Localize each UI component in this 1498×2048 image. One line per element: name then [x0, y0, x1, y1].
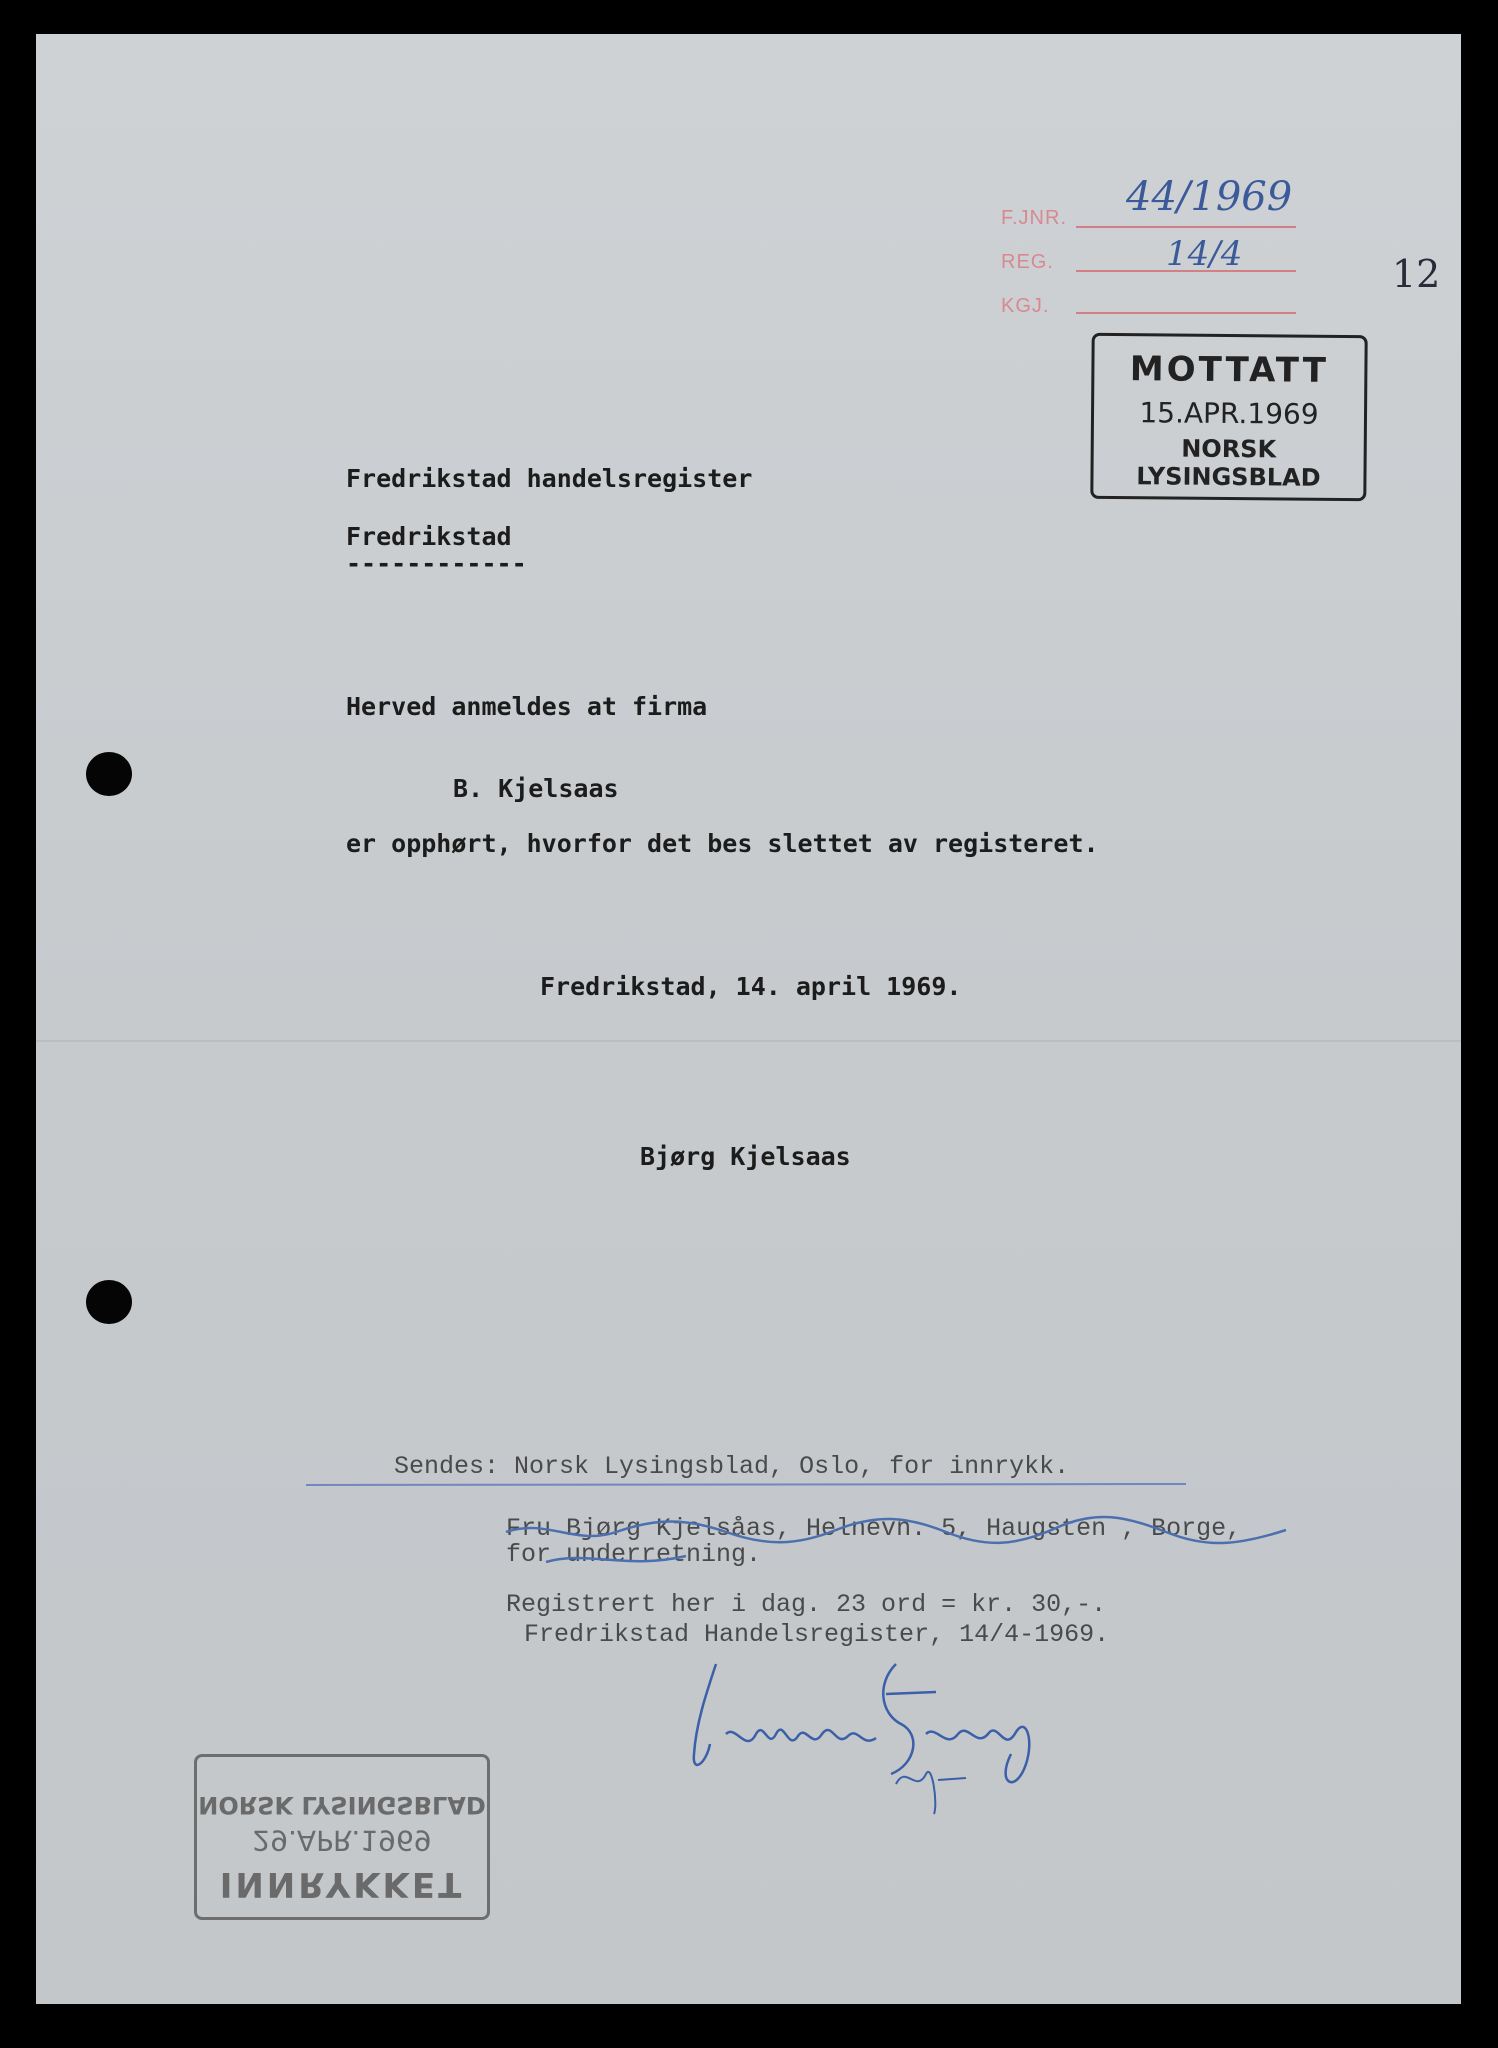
- reg-value: 14/4: [1166, 234, 1243, 274]
- kgj-line: [1076, 312, 1296, 314]
- kgj-label: KGJ.: [1001, 295, 1050, 317]
- copy-to-line-1: Fru Bjørg Kjelsåas, Helnevn. 5, Haugsten , Borge,: [506, 1514, 1242, 1543]
- punch-hole-top: [86, 752, 132, 796]
- printed-stamp-title: INNRYKKET: [219, 1864, 465, 1904]
- strikethrough-scribble: [506, 1510, 1326, 1570]
- copy-to-line-2: for underretning.: [506, 1540, 762, 1569]
- intro-line: Herved anmeldes at firma: [346, 692, 708, 721]
- registered-line-1: Registrert her i dag. 23 ord = kr. 30,-.: [506, 1590, 1107, 1619]
- document-page: [36, 34, 1461, 2004]
- handwritten-signature: [676, 1654, 1076, 1824]
- fjnr-label: F.JNR.: [1001, 207, 1067, 229]
- received-stamp: [1090, 333, 1367, 501]
- punch-hole-bottom: [86, 1280, 132, 1324]
- recipient-line-1: Fredrikstad handelsregister: [346, 464, 753, 493]
- sendes-underline: [306, 1482, 1206, 1488]
- body-line: er opphørt, hvorfor det bes slettet av registeret.: [346, 829, 1099, 858]
- registered-line-2: Fredrikstad Handelsregister, 14/4-1969.: [524, 1620, 1110, 1649]
- received-stamp-title: MOTTATT: [1129, 349, 1330, 391]
- printed-stamp-org: NORSK LYSINGSBLAD: [198, 1790, 486, 1819]
- fjnr-value: 44/1969: [1126, 174, 1293, 220]
- page-fold: [36, 1040, 1461, 1042]
- recipient-underline: ------------: [346, 549, 527, 578]
- place-date: Fredrikstad, 14. april 1969.: [540, 972, 962, 1001]
- fjnr-line: [1076, 226, 1296, 228]
- recipient-line-2: Fredrikstad: [346, 522, 512, 551]
- received-stamp-date: 15.APR.1969: [1139, 396, 1319, 431]
- sendes-line: Sendes: Norsk Lysingsblad, Oslo, for innrykk.: [394, 1452, 1070, 1481]
- printed-stamp: [194, 1754, 490, 1920]
- sender-name: Bjørg Kjelsaas: [640, 1142, 851, 1171]
- printed-stamp-date: 29.APR.1969: [252, 1823, 432, 1857]
- reg-label: REG.: [1001, 251, 1054, 273]
- margin-number: 12: [1392, 252, 1441, 296]
- firm-name: B. Kjelsaas: [453, 774, 619, 803]
- received-stamp-org: NORSK LYSINGSBLAD: [1136, 434, 1321, 492]
